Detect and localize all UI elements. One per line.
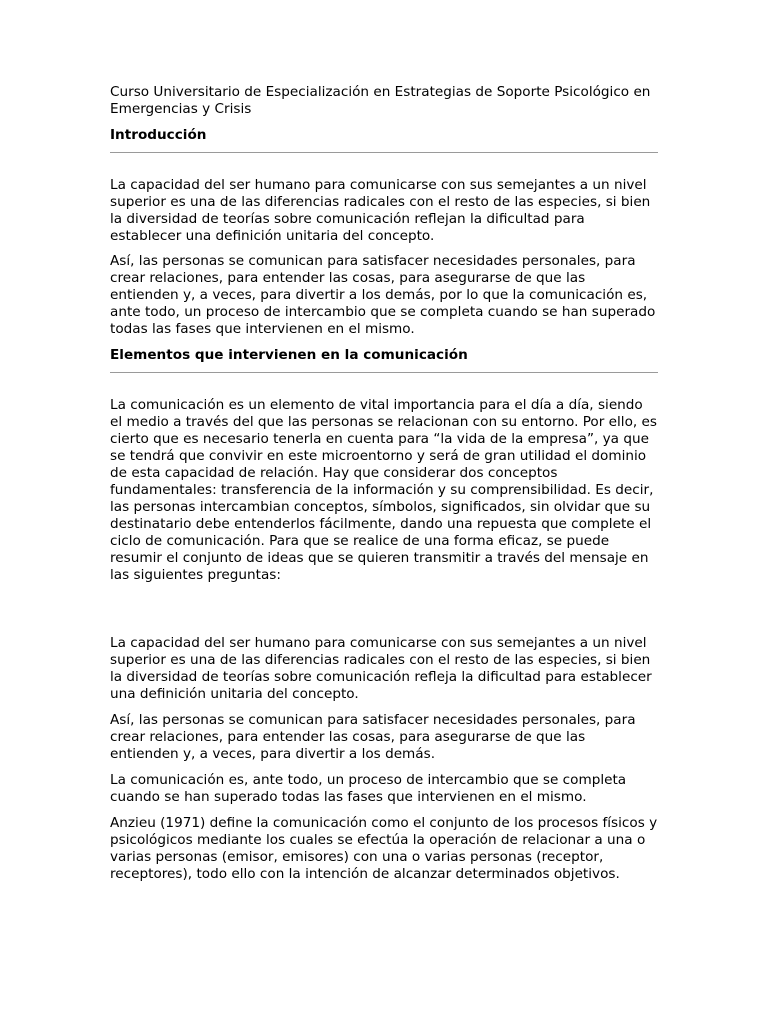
paragraph: La comunicación es un elemento de vital importancia para el día a día, siendo el medio a través del que las personas se relacionan con su entorno. Por ello, es cierto que es necesario tenerla en cuenta para “la vida de la empresa”, ya que se tendrá que convivir en este microentorno y será de gran utilidad el dominio de esta capacidad de relación. Hay que considerar dos conceptos fundamentales: transferencia de la información y su comprensibilidad. Es decir, las personas intercambian conceptos, símbolos, significados, sin olvidar que su destinatario debe entenderlos fácilmente, dando una repuesta que complete el ciclo de comunicación. Para que se realice de una forma eficaz, se puede resumir el conjunto de ideas que se quieren transmitir a través del mensaje en las siguientes preguntas:	[110, 397, 657, 583]
document-title: Curso Universitario de Especialización en Estrategias de Soporte Psicológico en Emergencias y Crisis	[110, 84, 651, 117]
paragraph: La capacidad del ser humano para comunicarse con sus semejantes a un nivel superior es una de las diferencias radicales con el resto de las especies, si bien la diversidad de teorías sobre comunicación refleja la dificultad para establecer una definición unitaria del concepto.	[110, 635, 652, 702]
section-divider	[110, 152, 658, 153]
paragraph: Anzieu (1971) define la comunicación como el conjunto de los procesos físicos y psicológicos mediante los cuales se efectúa la operación de relacionar a una o varias personas (emisor, emisores) con una o varias personas (receptor, receptores), todo ello con la intención de alcanzar determinados objetivos.	[110, 815, 658, 882]
section-heading-introduccion: Introducción	[110, 127, 207, 143]
paragraph: La comunicación es, ante todo, un proceso de intercambio que se completa cuando se han superado todas las fases que intervienen en el mismo.	[110, 772, 627, 805]
paragraph: La capacidad del ser humano para comunicarse con sus semejantes a un nivel superior es una de las diferencias radicales con el resto de las especies, si bien la diversidad de teorías sobre comunicación reflejan la dificultad para establecer una definición unitaria del concepto.	[110, 177, 651, 244]
section-heading-elementos: Elementos que intervienen en la comunicación	[110, 347, 468, 363]
section-divider	[110, 372, 658, 373]
paragraph: Así, las personas se comunican para satisfacer necesidades personales, para crear relaciones, para entender las cosas, para asegurarse de que las entienden y, a veces, para divertir a los demás, por lo que la comunicación es, ante todo, un proceso de intercambio que se completa cuando se han superado todas las fases que intervienen en el mismo.	[110, 253, 656, 337]
paragraph: Así, las personas se comunican para satisfacer necesidades personales, para crear relaciones, para entender las cosas, para asegurarse de que las entienden y, a veces, para divertir a los demás.	[110, 712, 636, 762]
document-page	[110, 84, 658, 883]
